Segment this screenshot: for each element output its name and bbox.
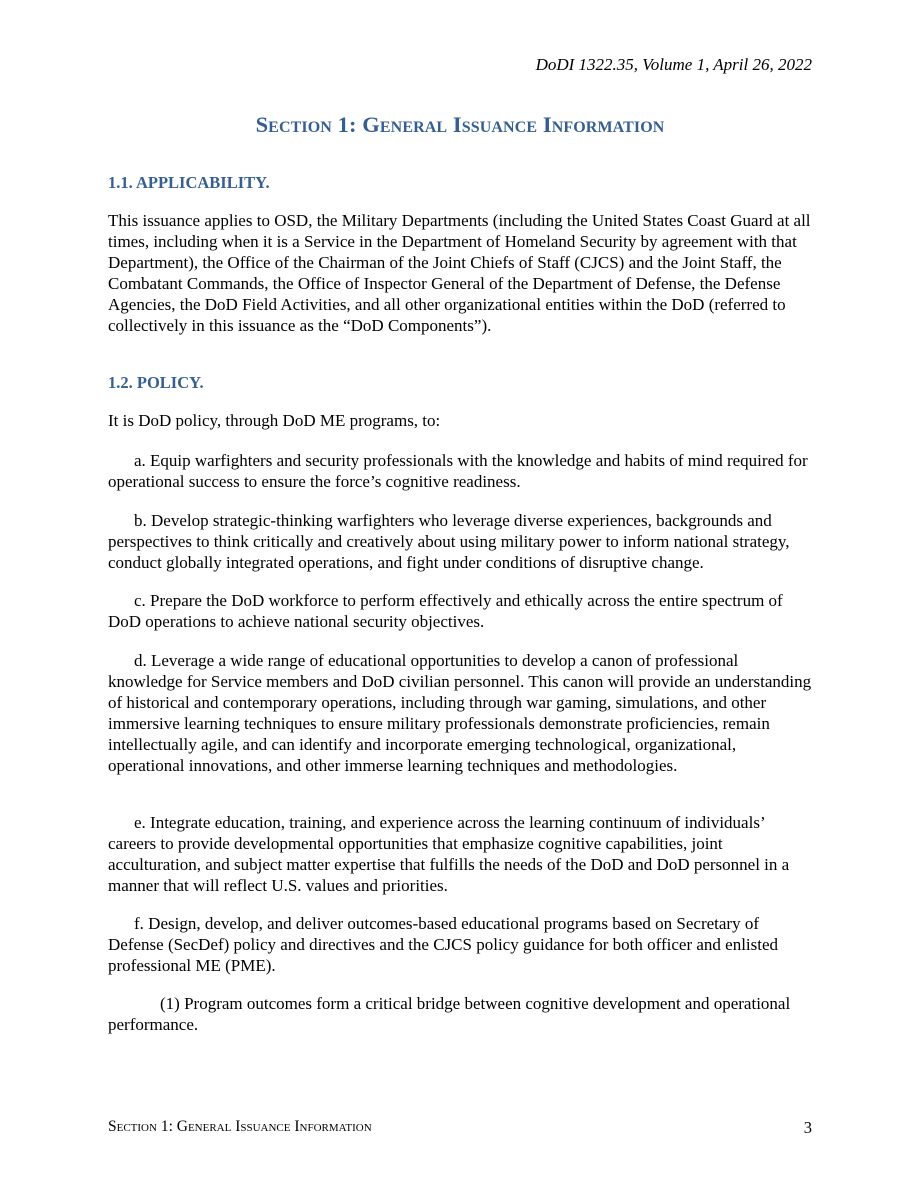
policy-item-d: d. Leverage a wide range of educational opportunities to develop a canon of professional knowledge for Service members and DoD civilian personnel. This canon will provide an understanding of historical and contemporary operations, including through war gaming, simulations, and other immersive learning techniques to ensure military professionals demonstrate proficiencies, remain intellectually agile, and can identify and incorporate emerging technological, organizational, operational innovations, and other immerse learning techniques and methodologies. <box>108 651 812 775</box>
running-header: DoDI 1322.35, Volume 1, April 26, 2022 <box>535 55 812 74</box>
policy-heading: 1.2. POLICY. <box>108 373 204 392</box>
section-title: Section 1: General Issuance Information <box>255 112 665 137</box>
policy-item-b: b. Develop strategic-thinking warfighters who leverage diverse experiences, backgrounds and perspectives to think critically and creatively about using military power to inform national strategy, conduct globally integrated operations, and fight under conditions of disruptive change. <box>108 511 790 572</box>
policy-item-a: a. Equip warfighters and security professionals with the knowledge and habits of mind required for operational success to ensure the force’s cognitive readiness. <box>108 451 808 491</box>
applicability-heading: 1.1. APPLICABILITY. <box>108 173 270 192</box>
footer-section-label: Section 1: General Issuance Information <box>108 1118 372 1135</box>
policy-item-f: f. Design, develop, and deliver outcomes-based educational programs based on Secretary of Defense (SecDef) policy and directives and the CJCS policy guidance for both officer and enlisted professional ME (PME). <box>108 914 779 975</box>
policy-item-e: e. Integrate education, training, and experience across the learning continuum of individuals’ careers to provide developmental opportunities that emphasize cognitive capabilities, joint acculturation, and subject matter expertise that fulfills the needs of the DoD and DoD personnel in a manner that will reflect U.S. values and priorities. <box>108 813 790 895</box>
page-number: 3 <box>803 1118 812 1137</box>
applicability-paragraph: This issuance applies to OSD, the Military Departments (including the United States Coast Guard at all times, including when it is a Service in the Department of Homeland Security by agreement with that Department), the Office of the Chairman of the Joint Chiefs of Staff (CJCS) and the Joint Staff, the Combatant Commands, the Office of Inspector General of the Department of Defense, the Defense Agencies, the DoD Field Activities, and all other organizational entities within the DoD (referred to collectively in this issuance as the “DoD Components”). <box>108 211 811 335</box>
policy-item-c: c. Prepare the DoD workforce to perform effectively and ethically across the entire spectrum of DoD operations to achieve national security objectives. <box>108 591 783 631</box>
document-page <box>108 0 812 1191</box>
policy-subitem-1: (1) Program outcomes form a critical bridge between cognitive development and operational performance. <box>108 994 791 1034</box>
policy-intro: It is DoD policy, through DoD ME programs, to: <box>108 411 441 430</box>
